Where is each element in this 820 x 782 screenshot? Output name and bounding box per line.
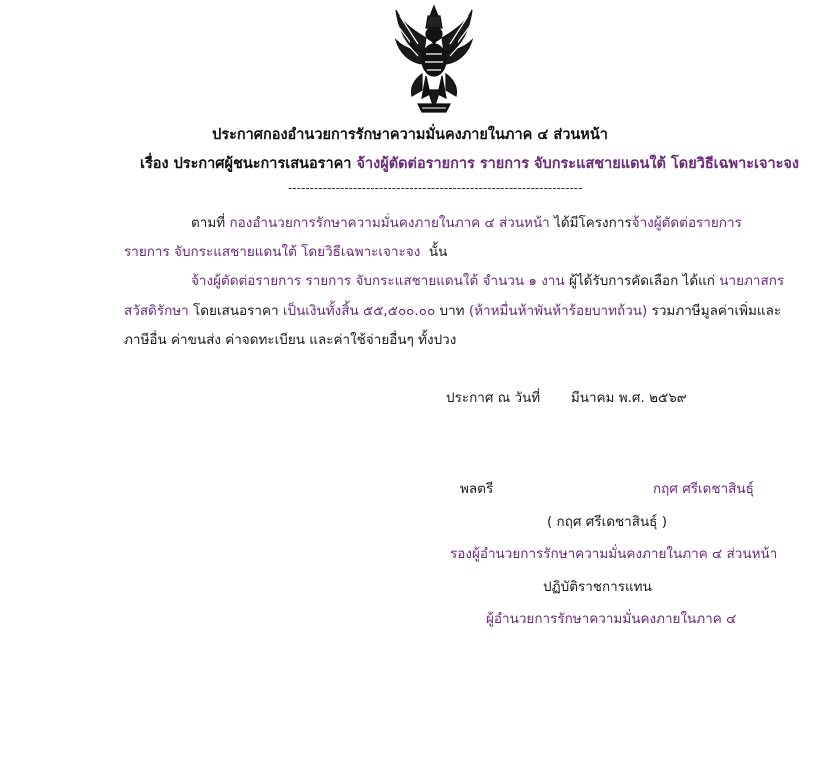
p2-amount: ๕๕,๕๐๐.๐๐ [363,303,436,319]
p2-vat: รวมภาษีมูลค่าเพิ่มและ [651,303,782,319]
paragraph-1-line-1 [191,211,742,233]
p2-qty: จำนวน ๑ งาน [482,273,565,289]
p2-winner-last: สวัสดิรักษา [124,303,189,319]
p2-winner-first: นายภาสกร [719,273,785,289]
p2-offer: โดยเสนอราคา [193,303,279,319]
paragraph-1-line-2 [124,240,447,262]
signature-signed-name: กฤศ ศรีเดชาสินธุ์ [653,481,754,497]
p2-item: จ้างผู้ตัดต่อรายการ รายการ จับกระแสชายแดนใต้ [191,273,479,289]
p2-amount-text: (ห้าหมื่นห้าพันห้าร้อยบาทถ้วน) [468,303,648,319]
signature-acting: ปฏิบัติราชการแทน [543,579,652,595]
signature-printed-name: ( กฤศ ศรีเดชาสินธุ์ ) [547,514,667,530]
p1-end: นั้น [428,244,448,260]
p1-mid: ได้มีโครงการ [554,215,632,231]
signature-position: รองผู้อำนวยการรักษาความมั่นคงภายในภาค ๔ ส่วนหน้า [450,546,778,562]
announcement-subject [140,152,799,175]
subject-prefix: เรื่อง ประกาศผู้ชนะการเสนอราคา [140,156,352,172]
paragraph-2-line-2 [124,299,781,321]
p2-baht: บาท [439,303,465,319]
date-prefix: ประกาศ ณ วันที่ [446,390,541,406]
header-divider: -------------------------------------------------------------------- [288,181,583,195]
paragraph-2-line-3: ภาษีอื่น ค่าขนส่ง ค่าจดทะเบียน และค่าใช้จ่ายอื่นๆ ทั้งปวง [124,332,457,348]
p1-line2: รายการ จับกระแสชายแดนใต้ โดยวิธีเฉพาะเจาะจง [124,244,421,260]
announcement-title: ประกาศกองอำนวยการรักษาความมั่นคงภายในภาค ๔ ส่วนหน้า [212,127,608,143]
date-month-year: มีนาคม พ.ศ. ๒๕๖๙ [570,390,687,406]
p1-org: กองอำนวยการรักษาความมั่นคงภายในภาค ๔ ส่วนหน้า [229,215,550,231]
p2-selected: ผู้ได้รับการคัดเลือก ได้แก่ [568,273,715,289]
paragraph-2-line-1 [191,269,784,291]
signature-director: ผู้อำนวยการรักษาความมั่นคงภายในภาค ๔ [486,611,737,627]
subject-body: จ้างผู้ตัดต่อรายการ รายการ จับกระแสชายแดนใต้ โดยวิธีเฉพาะเจาะจง [356,156,799,172]
date-line [446,386,687,408]
garuda-emblem-icon [392,4,476,116]
p2-amount-label: เป็นเงินทั้งสิ้น [282,303,359,319]
signature-rank: พลตรี [460,481,494,497]
p1-prefix: ตามที่ [191,215,226,231]
p1-project: จ้างผู้ตัดต่อรายการ [631,215,742,231]
